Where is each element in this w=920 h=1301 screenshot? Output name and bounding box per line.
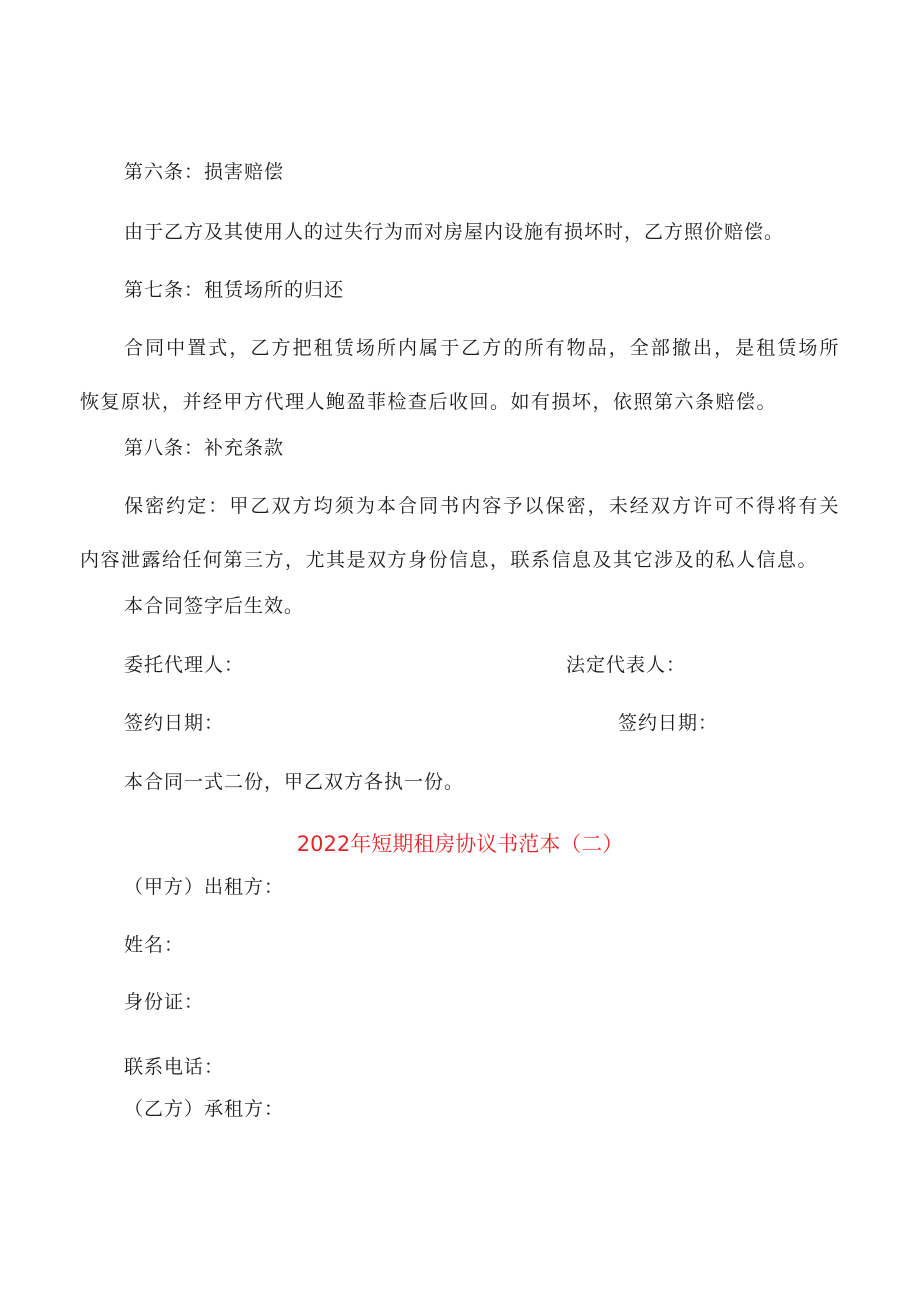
party-a-label: （甲方）出租方： (124, 876, 285, 898)
article-8-body: 保密约定：甲乙双方均须为本合同书内容予以保密，未经双方许可不得将有关内容泄露给任何第三方，尤其是双方身份信息，联系信息及其它涉及的私人信息。 (80, 495, 840, 571)
sign-date-left-label: 签约日期： (124, 712, 225, 734)
copies-clause: 本合同一式二份，甲乙双方各执一份。 (124, 771, 465, 793)
name-label: 姓名： (124, 934, 185, 956)
phone-label: 联系电话： (124, 1056, 225, 1078)
party-b-label: （乙方）承租方： (124, 1098, 285, 1120)
agent-label: 委托代理人： (124, 654, 245, 676)
article-6-body: 由于乙方及其使用人的过失行为而对房屋内设施有损坏时，乙方照价赔偿。 (124, 221, 785, 243)
id-card-label: 身份证： (124, 991, 205, 1013)
effective-clause: 本合同签字后生效。 (124, 595, 305, 617)
legal-representative-label: 法定代表人： (566, 654, 687, 676)
article-6-heading: 第六条：损害赔偿 (124, 161, 285, 183)
sign-date-right-label: 签约日期： (618, 712, 719, 734)
section-title: 2022年短期租房协议书范本（二） (296, 832, 624, 856)
article-8-heading: 第八条：补充条款 (124, 437, 285, 459)
article-7-heading: 第七条：租赁场所的归还 (124, 279, 345, 301)
article-7-body: 合同中置式，乙方把租赁场所内属于乙方的所有物品，全部撤出，是租赁场所恢复原状，并经甲方代理人鲍盈菲检查后收回。如有损坏，依照第六条赔偿。 (80, 337, 840, 413)
